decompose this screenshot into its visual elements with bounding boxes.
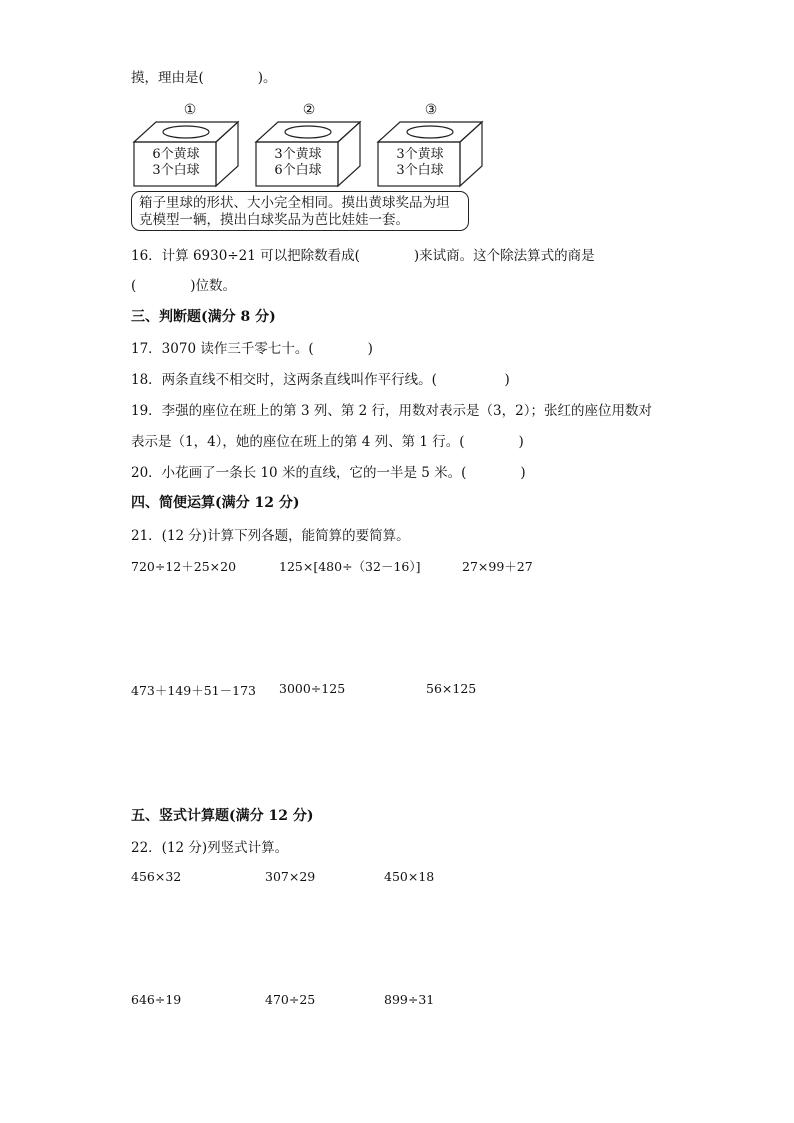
question-19-line-1: 19．李强的座位在班上的第 3 列、第 2 行，用数对表示是（3，2）；张红的座位用数对 [131,403,652,419]
box-2-contents [268,147,328,179]
box-2-number: ② [302,102,316,118]
q21-expression-5: 3000÷125 [279,681,346,696]
box-3-white: 3个白球 [396,163,444,178]
note-line-2: 克模型一辆，摸出白球奖品为芭比娃娃一套。 [139,212,409,228]
box-1-number: ① [183,102,197,118]
q22-expression-6: 899÷31 [384,992,435,1007]
q22-expression-1: 456×32 [131,869,182,884]
q22-expression-3: 450×18 [384,869,435,884]
section-4-heading: 四、简便运算(满分 12 分) [131,495,300,511]
question-18: 18．两条直线不相交时，这两条直线叫作平行线。( ) [131,372,510,388]
section-5-heading: 五、竖式计算题(满分 12 分) [131,808,314,824]
question-20: 20．小花画了一条长 10 米的直线，它的一半是 5 米。( ) [131,465,526,481]
question-19-line-2: 表示是（1，4），她的座位在班上的第 4 列、第 1 行。( ) [131,434,524,450]
box-3-contents [390,147,450,179]
q21-expression-1: 720÷12＋25×20 [131,559,237,574]
box-3-number: ③ [424,102,438,118]
box-2-yellow: 3个黄球 [274,147,322,162]
box-2-white: 6个白球 [274,163,322,178]
q22-expression-2: 307×29 [265,869,316,884]
prize-note [131,191,469,231]
q21-expression-2: 125×[480÷（32－16）] [279,559,421,574]
q22-expression-4: 646÷19 [131,992,182,1007]
note-line-1: 箱子里球的形状、大小完全相同。摸出黄球奖品为坦 [139,195,450,211]
box-1-yellow: 6个黄球 [152,147,200,162]
question-17: 17．3070 读作三千零七十。( ) [131,341,373,357]
question-16-line-2: ( )位数。 [131,278,237,294]
box-1-contents [146,147,206,179]
q21-expression-6: 56×125 [426,681,477,696]
question-21: 21．(12 分)计算下列各题，能简算的要简算。 [131,528,410,544]
q21-expression-3: 27×99＋27 [462,559,533,574]
question-22: 22．(12 分)列竖式计算。 [131,840,289,856]
q21-expression-4: 473＋149＋51－173 [131,683,256,698]
q22-expression-5: 470÷25 [265,992,316,1007]
box-3-yellow: 3个黄球 [396,147,444,162]
box-1-white: 3个白球 [152,163,200,178]
top-line: 摸，理由是( )。 [131,70,277,86]
section-3-heading: 三、判断题(满分 8 分) [131,309,276,325]
question-16-line-1: 16．计算 6930÷21 可以把除数看成( )来试商。这个除法算式的商是 [131,248,595,264]
